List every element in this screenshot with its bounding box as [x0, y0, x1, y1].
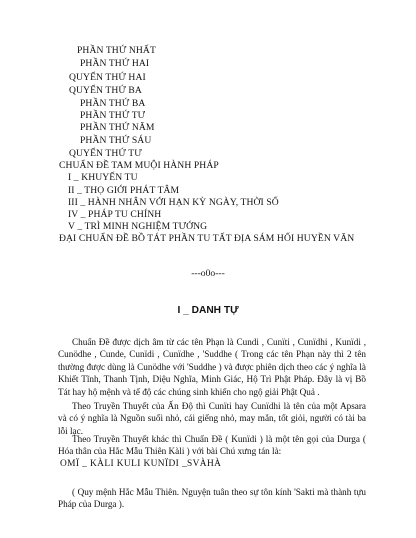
- paragraph-text: Theo Truyền Thuyết khác thì Chuẩn Đề ( Kunïdi ) là một tên gọi của Durga ( Hóa thân của Hắc Mẫu Thiên Kàli ) với bài Chú xưng tán là:: [58, 434, 366, 457]
- toc-entry: PHẦN THỨ NĂM: [80, 122, 155, 133]
- paragraph: [58, 336, 366, 398]
- toc-entry: I _ KHUYẾN TU: [68, 172, 138, 183]
- toc-entry: CHUẨN ĐỀ TAM MUỘI HÀNH PHÁP: [59, 160, 219, 171]
- toc-entry: PHẦN THỨ SÁU: [80, 135, 152, 146]
- paragraph-text: Theo Truyền Thuyết của Ấn Độ thì Cunïti hay Cunïdhi là tên của một Apsara và có ý nghĩa là Nguồn suối nhỏ, cái giếng nhỏ, may mắn, tốt giỏi, người có tài ba lỗi lạc.: [58, 401, 366, 436]
- toc-entry: PHẦN THỨ NHẤT: [77, 45, 156, 56]
- paragraph-text: Chuẩn Đề được dịch âm từ các tên Phạn là Cundi , Cunïti , Cunïdhi , Kunïdi , Cunödhe , Cunde, Cunïdi , Cunïdhe , 'Suddhe ( Trong các tên Phạn này thì 2 tên thường được dùng là Cunödhe với 'Suddhe ) và được phiên dịch theo các ý nghĩa là Khiết Tĩnh, Thanh Tịnh, Diệu Nghĩa, Minh Giác, Hộ Trì Phật Pháp. Đây là vị Bồ Tát hay hộ mệnh và tế độ các chúng sinh khiến cho ngộ giải Phật Quả .: [58, 337, 366, 397]
- section-heading: I _ DANH TỰ: [177, 305, 239, 316]
- mantra-line: OMÏ _ KÀLI KULI KUNÏDI _SVÀHÀ: [60, 459, 222, 469]
- toc-entry: PHẦN THỨ BA: [80, 98, 146, 109]
- section-separator: ---o0o---: [191, 268, 225, 279]
- paragraph: [58, 400, 366, 437]
- toc-entry: QUYỂN THỨ HAI: [69, 72, 146, 83]
- toc-entry: III _ HÀNH NHÂN VỚI HẠN KỲ NGÀY, THỜI SỐ: [68, 197, 279, 208]
- toc-entry: QUYỂN THỨ TƯ: [69, 148, 142, 159]
- paragraph: [58, 486, 366, 511]
- toc-entry: IV _ PHÁP TU CHÍNH: [68, 209, 162, 220]
- paragraph: [58, 433, 366, 458]
- toc-entry: II _ THỌ GIỚI PHÁT TÂM: [68, 185, 180, 196]
- toc-entry: PHẦN THỨ TƯ: [80, 110, 146, 121]
- toc-entry: ĐẠI CHUẨN ĐỀ BỒ TÁT PHẦN TU TẤT ĐỊA SÁM HỐI HUYỀN VĂN: [59, 233, 355, 244]
- toc-entry: PHẦN THỨ HAI: [80, 58, 150, 69]
- toc-entry: V _ TRÌ MINH NGHIỆM TƯỚNG: [68, 221, 208, 232]
- toc-entry: QUYỂN THỨ BA: [69, 85, 142, 96]
- paragraph-text: ( Quy mệnh Hắc Mẫu Thiên. Nguyện tuân theo sự tôn kính 'Sakti mà thành tựu Pháp của Durga ).: [58, 487, 366, 510]
